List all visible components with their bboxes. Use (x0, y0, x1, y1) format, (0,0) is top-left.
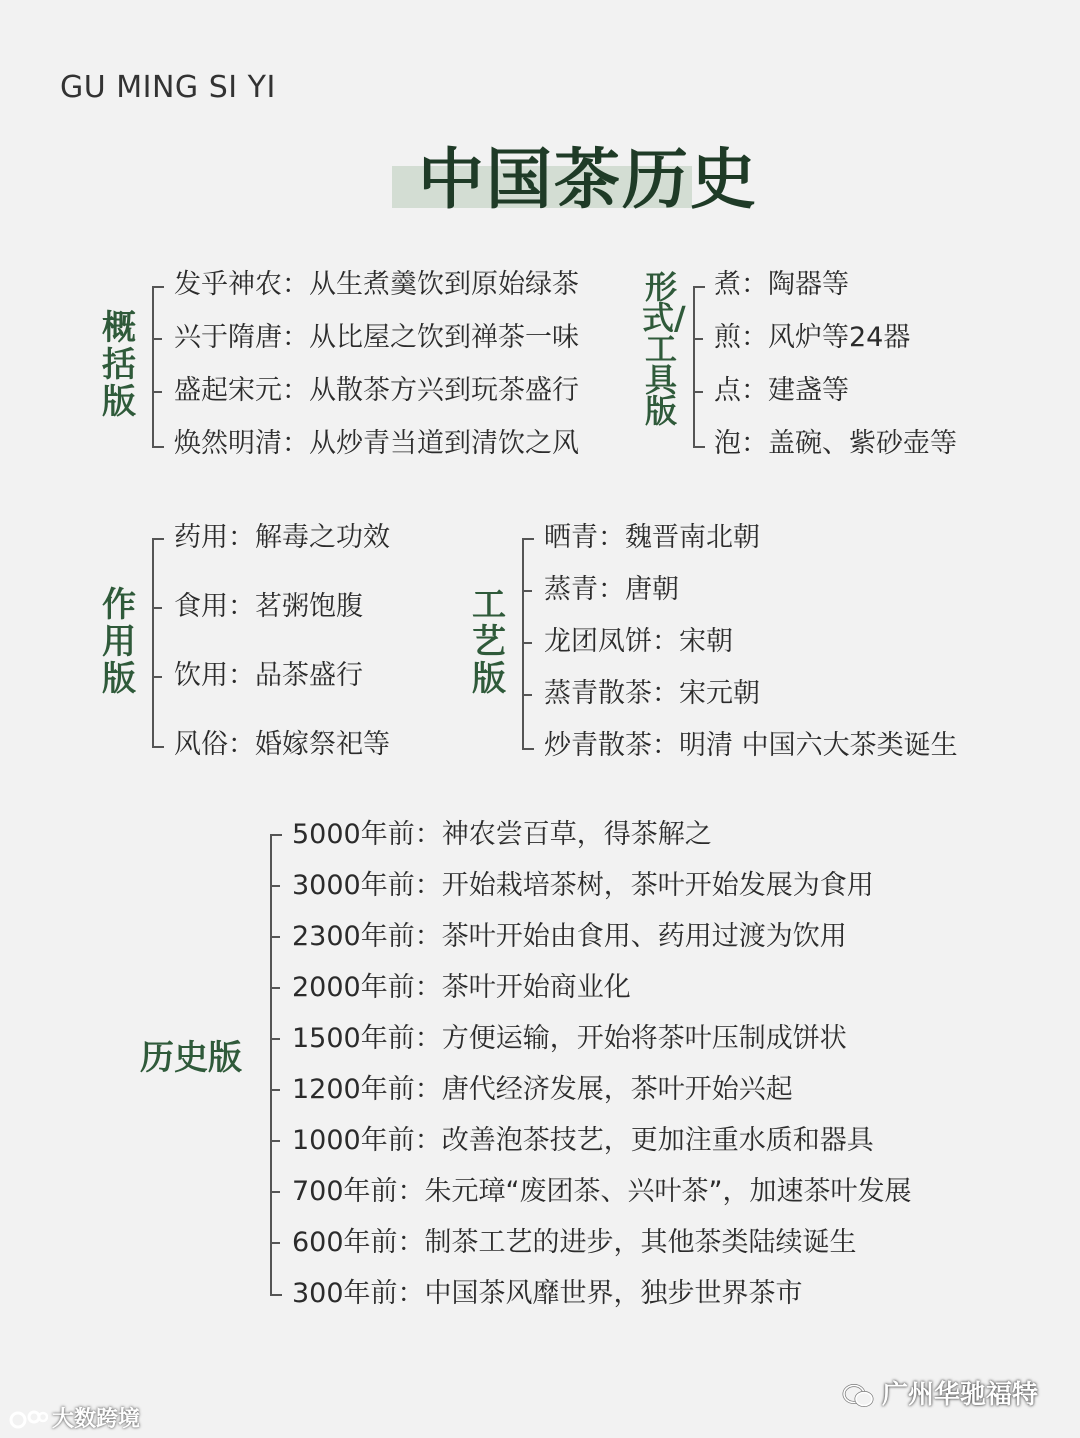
history-item: 700年前：朱元璋“废团茶、兴叶茶”，加速茶叶发展 (292, 1176, 912, 1207)
history-tick (270, 1038, 280, 1040)
watermark-right (842, 1374, 1038, 1411)
history-tick (270, 1191, 280, 1193)
tools-tick (693, 338, 703, 340)
craft-item: 龙团凤饼：宋朝 (544, 626, 733, 657)
overview-item: 兴于隋唐：从比屋之饮到禅茶一味 (174, 322, 579, 353)
history-item: 5000年前：神农尝百草，得茶解之 (292, 819, 712, 850)
tools-label: 形式/工具版 (642, 268, 686, 430)
watermark-right-text: 广州华驰福特 (882, 1380, 1039, 1410)
uses-item: 饮用：品茶盛行 (174, 660, 363, 691)
overview-item: 发乎神农：从生煮羹饮到原始绿茶 (174, 269, 579, 300)
uses-bracket (152, 538, 164, 748)
history-tick (270, 1089, 280, 1091)
craft-tick (522, 694, 532, 696)
craft-label: 工艺版 (472, 585, 506, 699)
history-tick (270, 1242, 280, 1244)
brand-text: GU MING SI YI (60, 70, 276, 105)
craft-item: 蒸青散茶：宋元朝 (544, 678, 760, 709)
history-item: 1000年前：改善泡茶技艺，更加注重水质和器具 (292, 1125, 874, 1156)
watermark-left (8, 1402, 140, 1433)
history-item: 600年前：制茶工艺的进步，其他茶类陆续诞生 (292, 1227, 857, 1258)
uses-label: 作用版 (102, 585, 136, 699)
craft-item: 炒青散茶：明清 中国六大茶类诞生 (544, 730, 958, 761)
overview-item: 焕然明清：从炒青当道到清饮之风 (174, 428, 579, 459)
source-logo-icon (8, 1409, 48, 1431)
history-tick (270, 885, 280, 887)
tools-bracket (693, 286, 705, 448)
uses-item: 食用：茗粥饱腹 (174, 591, 363, 622)
overview-item: 盛起宋元：从散茶方兴到玩茶盛行 (174, 375, 579, 406)
history-item: 2000年前：茶叶开始商业化 (292, 972, 631, 1003)
history-item: 1500年前：方便运输，开始将茶叶压制成饼状 (292, 1023, 847, 1054)
history-tick (270, 987, 280, 989)
history-tick (270, 936, 280, 938)
uses-item: 风俗：婚嫁祭祀等 (174, 729, 390, 760)
uses-tick (152, 676, 162, 678)
tools-item: 点：建盏等 (714, 375, 849, 406)
history-bracket (270, 834, 282, 1296)
wechat-icon (842, 1383, 874, 1409)
history-item: 2300年前：茶叶开始由食用、药用过渡为饮用 (292, 921, 847, 952)
history-label: 历史版 (140, 1038, 242, 1078)
overview-label: 概括版 (102, 308, 136, 422)
tools-item: 煮：陶器等 (714, 269, 849, 300)
tools-item: 煎：风炉等24器 (714, 322, 911, 353)
history-item: 300年前：中国茶风靡世界，独步世界茶市 (292, 1278, 803, 1309)
watermark-left-text: 大数跨境 (52, 1407, 141, 1432)
tools-tick (693, 391, 703, 393)
overview-tick (152, 391, 162, 393)
uses-tick (152, 607, 162, 609)
craft-item: 蒸青：唐朝 (544, 574, 679, 605)
history-tick (270, 1140, 280, 1142)
history-item: 1200年前：唐代经济发展，茶叶开始兴起 (292, 1074, 793, 1105)
overview-tick (152, 338, 162, 340)
craft-tick (522, 642, 532, 644)
tools-item: 泡：盖碗、紫砂壶等 (714, 428, 957, 459)
craft-item: 晒青：魏晋南北朝 (544, 522, 760, 553)
history-item: 3000年前：开始栽培茶树，茶叶开始发展为食用 (292, 870, 874, 901)
craft-bracket (522, 538, 534, 750)
page-title: 中国茶历史 (418, 140, 758, 218)
uses-item: 药用：解毒之功效 (174, 522, 390, 553)
craft-tick (522, 590, 532, 592)
overview-bracket (152, 286, 164, 448)
